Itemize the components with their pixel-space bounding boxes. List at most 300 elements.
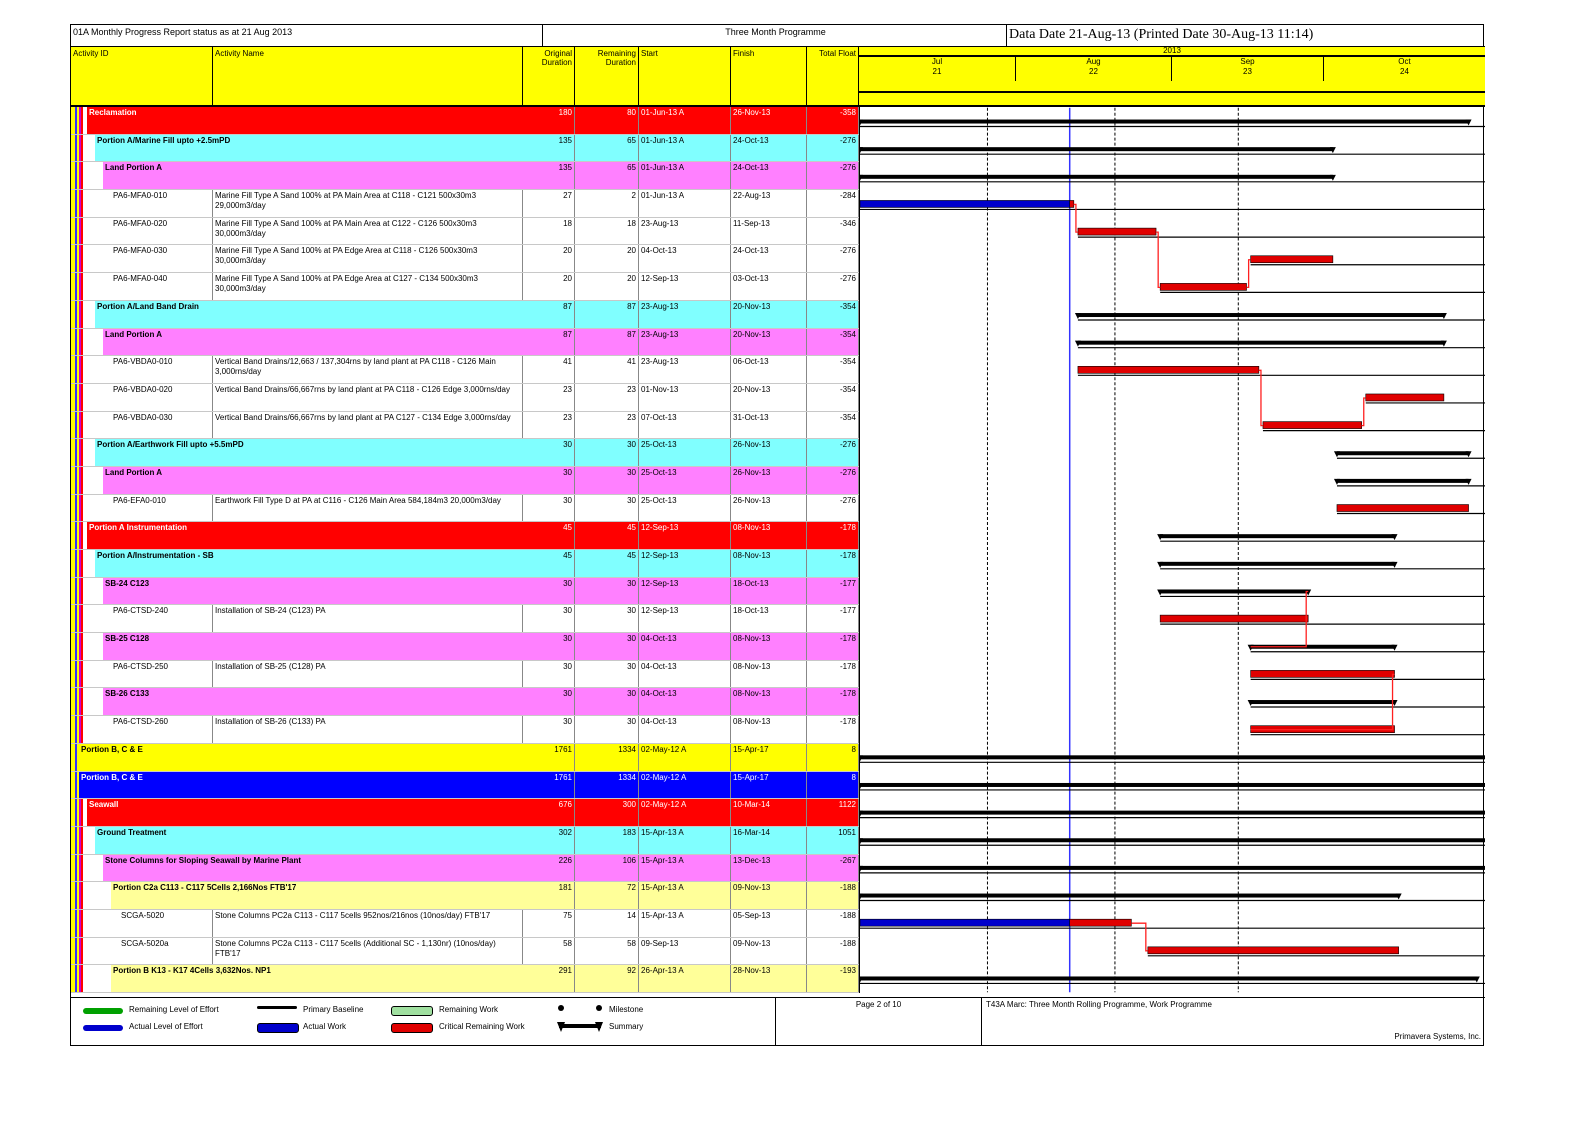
cell-rem: 23 — [575, 384, 639, 411]
legend-milestone-icon — [557, 1002, 605, 1038]
cell-float: -276 — [807, 135, 859, 162]
summary-bar — [1337, 451, 1469, 455]
wbs-summary-row[interactable] — [71, 135, 859, 163]
wbs-summary-row[interactable] — [71, 162, 859, 190]
wbs-summary-row[interactable] — [71, 550, 859, 578]
activity-row[interactable] — [71, 661, 859, 689]
wbs-indent-gutter — [71, 107, 87, 134]
cell-float: -177 — [807, 578, 859, 605]
cell-id: PA6-MFA0-030 — [111, 245, 213, 272]
cell-finish: 09-Nov-13 — [731, 882, 807, 909]
cell-rem: 30 — [575, 661, 639, 688]
wbs-indent-gutter — [71, 384, 111, 411]
month-label: Oct — [1398, 57, 1411, 66]
cell-finish: 09-Nov-13 — [731, 938, 807, 965]
cell-orig: 1761 — [523, 772, 575, 799]
cell-float: -188 — [807, 882, 859, 909]
timeline-month — [1324, 57, 1485, 81]
wbs-summary-row[interactable] — [71, 439, 859, 467]
actual-work-bar — [860, 919, 1070, 926]
summary-bar — [1160, 562, 1394, 566]
col-header-start[interactable]: Start — [639, 47, 731, 105]
cell-id: Reclamation — [87, 107, 523, 134]
cell-float: -188 — [807, 910, 859, 937]
cell-rem: 300 — [575, 799, 639, 826]
wbs-indent-gutter — [71, 744, 79, 771]
cell-rem: 45 — [575, 522, 639, 549]
wbs-indent-gutter — [71, 633, 103, 660]
wbs-summary-row[interactable] — [71, 578, 859, 606]
cell-orig: 41 — [523, 356, 575, 383]
timeline-month — [1172, 57, 1324, 81]
legend-swatch — [257, 1006, 297, 1009]
cell-finish: 22-Aug-13 — [731, 190, 807, 217]
wbs-indent-gutter — [71, 162, 103, 189]
cell-start: 04-Oct-13 — [639, 633, 731, 660]
summary-bar — [1078, 341, 1444, 345]
legend-swatch — [83, 1025, 123, 1031]
cell-finish: 20-Nov-13 — [731, 301, 807, 328]
cell-start: 15-Apr-13 A — [639, 882, 731, 909]
cell-finish: 24-Oct-13 — [731, 162, 807, 189]
week-label: 23 — [1243, 67, 1252, 76]
cell-float: -193 — [807, 965, 859, 992]
cell-finish: 11-Sep-13 — [731, 218, 807, 245]
wbs-summary-row[interactable] — [71, 882, 859, 910]
cell-name: Earthwork Fill Type D at PA at C116 - C126 Main Area 584,184m3 20,000m3/day — [213, 495, 523, 522]
actual-work-bar — [860, 200, 1070, 207]
activity-row[interactable] — [71, 716, 859, 744]
legend-swatch — [391, 1006, 433, 1016]
cell-float: -177 — [807, 605, 859, 632]
critical-remaining-bar — [1251, 670, 1395, 677]
col-header-original-duration[interactable]: Original Duration — [523, 47, 575, 105]
cell-start: 04-Oct-13 — [639, 245, 731, 272]
wbs-indent-gutter — [71, 910, 119, 937]
activity-row[interactable] — [71, 412, 859, 440]
cell-start: 26-Apr-13 A — [639, 965, 731, 992]
activity-row[interactable] — [71, 910, 859, 938]
cell-id: SB-26 C133 — [103, 688, 523, 715]
timeline-month — [859, 57, 1016, 81]
cell-float: -276 — [807, 162, 859, 189]
cell-id: PA6-EFA0-010 — [111, 495, 213, 522]
cell-start: 12-Sep-13 — [639, 550, 731, 577]
cell-rem: 20 — [575, 273, 639, 300]
wbs-summary-row[interactable] — [71, 688, 859, 716]
cell-id: PA6-MFA0-020 — [111, 218, 213, 245]
summary-bar — [860, 894, 1399, 898]
cell-name: Installation of SB-26 (C133) PA — [213, 716, 523, 743]
cell-rem: 30 — [575, 605, 639, 632]
cell-name: Stone Columns PC2a C113 - C117 5cells 952nos/216nos (10nos/day) FTB'17 — [213, 910, 523, 937]
critical-remaining-bar — [1070, 919, 1132, 926]
cell-start: 25-Oct-13 — [639, 495, 731, 522]
cell-rem: 41 — [575, 356, 639, 383]
cell-orig: 676 — [523, 799, 575, 826]
logic-tie-line — [1247, 260, 1251, 288]
summary-bar — [860, 783, 1485, 787]
activity-row[interactable] — [71, 245, 859, 273]
cell-id: Portion A/Instrumentation - SB — [95, 550, 523, 577]
summary-bar — [860, 175, 1333, 179]
vendor-name: Primavera Systems, Inc. — [1394, 1032, 1481, 1041]
column-header-band — [71, 47, 1485, 107]
legend-label: Milestone — [609, 1005, 644, 1014]
cell-rem: 183 — [575, 827, 639, 854]
wbs-indent-gutter — [71, 135, 95, 162]
cell-name: Installation of SB-24 (C123) PA — [213, 605, 523, 632]
cell-start: 01-Jun-13 A — [639, 135, 731, 162]
activity-row[interactable] — [71, 218, 859, 246]
summary-bar — [1160, 534, 1394, 538]
milestone-dot-icon — [558, 1005, 564, 1011]
cell-finish: 08-Nov-13 — [731, 716, 807, 743]
cell-finish: 08-Nov-13 — [731, 522, 807, 549]
wbs-indent-gutter — [71, 356, 111, 383]
legend-label: Remaining Level of Effort — [129, 1005, 219, 1014]
cell-rem: 92 — [575, 965, 639, 992]
wbs-indent-gutter — [71, 772, 79, 799]
cell-start: 04-Oct-13 — [639, 716, 731, 743]
activity-row[interactable] — [71, 356, 859, 384]
wbs-indent-gutter — [71, 329, 103, 356]
cell-start: 01-Jun-13 A — [639, 190, 731, 217]
critical-remaining-bar — [1148, 947, 1399, 954]
wbs-summary-row[interactable] — [71, 467, 859, 495]
col-header-remaining-duration[interactable]: Remaining Duration — [575, 47, 639, 105]
cell-float: -276 — [807, 439, 859, 466]
cell-orig: 30 — [523, 633, 575, 660]
cell-rem: 30 — [575, 716, 639, 743]
col-header-finish[interactable]: Finish — [731, 47, 807, 105]
cell-finish: 26-Nov-13 — [731, 439, 807, 466]
cell-float: -178 — [807, 522, 859, 549]
cell-start: 01-Jun-13 A — [639, 107, 731, 134]
cell-start: 23-Aug-13 — [639, 329, 731, 356]
summary-bar — [860, 866, 1485, 870]
cell-id: SCGA-5020 — [119, 910, 213, 937]
critical-remaining-bar — [1263, 422, 1362, 429]
cell-id: PA6-CTSD-260 — [111, 716, 213, 743]
report-title-strip — [71, 25, 1485, 47]
cell-start: 02-May-12 A — [639, 772, 731, 799]
report-subtitle: 01A Monthly Progress Report status as at 21 Aug 2013 — [71, 25, 543, 46]
cell-rem: 18 — [575, 218, 639, 245]
cell-rem: 65 — [575, 162, 639, 189]
logic-tie-line — [1259, 370, 1263, 425]
cell-float: -276 — [807, 467, 859, 494]
legend-swatch — [83, 1008, 123, 1014]
cell-finish: 18-Oct-13 — [731, 605, 807, 632]
cell-float: -276 — [807, 245, 859, 272]
summary-bar — [860, 120, 1469, 124]
critical-remaining-bar — [1160, 615, 1308, 622]
layout-info-box — [981, 998, 1485, 1045]
wbs-indent-gutter — [71, 716, 111, 743]
cell-id: Land Portion A — [103, 162, 523, 189]
critical-remaining-bar — [1078, 228, 1156, 235]
summary-bar — [1337, 479, 1469, 483]
cell-id: SB-25 C128 — [103, 633, 523, 660]
cell-name: Vertical Band Drains/66,667rns by land plant at PA C118 - C126 Edge 3,000rns/day — [213, 384, 523, 411]
cell-rem: 87 — [575, 301, 639, 328]
cell-finish: 08-Nov-13 — [731, 550, 807, 577]
cell-orig: 30 — [523, 605, 575, 632]
cell-start: 02-May-12 A — [639, 744, 731, 771]
layout-name: T43A Marc: Three Month Rolling Programme, Work Programme — [986, 1000, 1213, 1009]
cell-orig: 45 — [523, 522, 575, 549]
cell-finish: 06-Oct-13 — [731, 356, 807, 383]
legend-label: Remaining Work — [439, 1005, 498, 1014]
cell-id: PA6-CTSD-240 — [111, 605, 213, 632]
col-header-activity-id[interactable]: Activity ID — [71, 47, 213, 105]
cell-name: Vertical Band Drains/12,663 / 137,304rns by land plant at PA C118 - C126 Main 3,000rns/day — [213, 356, 523, 383]
cell-id: Portion A Instrumentation — [87, 522, 523, 549]
cell-id: PA6-VBDA0-030 — [111, 412, 213, 439]
wbs-summary-row[interactable] — [71, 965, 859, 993]
cell-finish: 20-Nov-13 — [731, 329, 807, 356]
critical-remaining-bar — [1337, 505, 1469, 512]
cell-rem: 30 — [575, 633, 639, 660]
wbs-indent-gutter — [71, 827, 95, 854]
cell-float: -354 — [807, 356, 859, 383]
cell-float: -276 — [807, 495, 859, 522]
logic-tie-line — [1074, 204, 1078, 232]
activity-row[interactable] — [71, 938, 859, 966]
cell-id: PA6-MFA0-010 — [111, 190, 213, 217]
cell-rem: 14 — [575, 910, 639, 937]
cell-orig: 20 — [523, 273, 575, 300]
cell-start: 04-Oct-13 — [639, 661, 731, 688]
cell-orig: 30 — [523, 688, 575, 715]
cell-finish: 28-Nov-13 — [731, 965, 807, 992]
cell-rem: 65 — [575, 135, 639, 162]
cell-id: PA6-VBDA0-020 — [111, 384, 213, 411]
wbs-summary-row[interactable] — [71, 633, 859, 661]
legend-swatch — [257, 1023, 299, 1033]
cell-float: 1122 — [807, 799, 859, 826]
wbs-indent-gutter — [71, 688, 103, 715]
cell-start: 15-Apr-13 A — [639, 855, 731, 882]
activity-row[interactable] — [71, 190, 859, 218]
cell-rem: 106 — [575, 855, 639, 882]
cell-id: Seawall — [87, 799, 523, 826]
wbs-indent-gutter — [71, 245, 111, 272]
page-number: Page 2 of 10 — [855, 1000, 902, 1009]
wbs-summary-row[interactable] — [71, 855, 859, 883]
cell-float: -267 — [807, 855, 859, 882]
month-label: Aug — [1086, 57, 1101, 66]
page-number-box — [775, 998, 981, 1045]
cell-float: -354 — [807, 329, 859, 356]
cell-id: Portion B, C & E — [79, 744, 523, 771]
cell-id: Portion A/Earthwork Fill upto +5.5mPD — [95, 439, 523, 466]
cell-name: Marine Fill Type A Sand 100% at PA Main Area at C122 - C126 500x30m3 30,000m3/day — [213, 218, 523, 245]
cell-id: Land Portion A — [103, 467, 523, 494]
activity-table — [71, 107, 859, 993]
cell-id: PA6-MFA0-040 — [111, 273, 213, 300]
cell-float: -188 — [807, 938, 859, 965]
cell-finish: 24-Oct-13 — [731, 245, 807, 272]
legend-label: Primary Baseline — [303, 1005, 364, 1014]
cell-orig: 58 — [523, 938, 575, 965]
activity-row[interactable] — [71, 495, 859, 523]
cell-finish: 08-Nov-13 — [731, 661, 807, 688]
cell-id: Portion A/Land Band Drain — [95, 301, 523, 328]
cell-rem: 30 — [575, 578, 639, 605]
wbs-summary-row[interactable] — [71, 827, 859, 855]
week-label: 21 — [932, 67, 942, 76]
cell-float: -178 — [807, 661, 859, 688]
cell-float: -276 — [807, 273, 859, 300]
timeline-divider — [859, 81, 1485, 93]
wbs-indent-gutter — [71, 882, 111, 909]
cell-finish: 16-Mar-14 — [731, 827, 807, 854]
wbs-indent-gutter — [71, 522, 87, 549]
wbs-indent-gutter — [71, 550, 95, 577]
cell-rem: 45 — [575, 550, 639, 577]
cell-start: 12-Sep-13 — [639, 605, 731, 632]
cell-finish: 15-Apr-17 — [731, 772, 807, 799]
legend-label: Critical Remaining Work — [439, 1022, 525, 1031]
critical-remaining-bar — [1366, 394, 1444, 401]
cell-rem: 23 — [575, 412, 639, 439]
wbs-indent-gutter — [71, 495, 111, 522]
cell-finish: 31-Oct-13 — [731, 412, 807, 439]
cell-orig: 135 — [523, 162, 575, 189]
summary-bar-icon — [559, 1024, 601, 1028]
wbs-summary-row[interactable] — [71, 107, 859, 135]
wbs-indent-gutter — [71, 605, 111, 632]
activity-row[interactable] — [71, 605, 859, 633]
wbs-indent-gutter — [71, 439, 95, 466]
cell-orig: 75 — [523, 910, 575, 937]
logic-tie-line — [1156, 232, 1160, 287]
timeline-month — [1016, 57, 1172, 81]
logic-tie-line — [1131, 923, 1147, 951]
cell-orig: 30 — [523, 716, 575, 743]
cell-name: Stone Columns PC2a C113 - C117 5cells (Additional SC - 1,130nr) (10nos/day) FTB'17 — [213, 938, 523, 965]
cell-rem: 30 — [575, 688, 639, 715]
cell-float: -354 — [807, 384, 859, 411]
cell-float: -178 — [807, 633, 859, 660]
summary-bar — [860, 838, 1485, 842]
wbs-summary-row[interactable] — [71, 744, 859, 772]
summary-bar — [1251, 700, 1395, 704]
critical-remaining-bar — [1160, 283, 1246, 290]
wbs-summary-row[interactable] — [71, 329, 859, 357]
cell-start: 01-Jun-13 A — [639, 162, 731, 189]
cell-orig: 30 — [523, 467, 575, 494]
report-programme-title: Three Month Programme — [543, 25, 1007, 46]
cell-id: PA6-CTSD-250 — [111, 661, 213, 688]
legend-label: Actual Level of Effort — [129, 1022, 203, 1031]
activity-row[interactable] — [71, 273, 859, 301]
cell-name: Marine Fill Type A Sand 100% at PA Edge Area at C127 - C134 500x30m3 30,000m3/day — [213, 273, 523, 300]
cell-orig: 87 — [523, 329, 575, 356]
cell-id: SB-24 C123 — [103, 578, 523, 605]
summary-bar — [860, 976, 1477, 980]
week-label: 24 — [1400, 67, 1409, 76]
cell-orig: 23 — [523, 412, 575, 439]
cell-orig: 18 — [523, 218, 575, 245]
summary-bar — [860, 147, 1333, 151]
summary-bar — [1078, 313, 1444, 317]
cell-start: 23-Aug-13 — [639, 218, 731, 245]
cell-start: 25-Oct-13 — [639, 467, 731, 494]
cell-orig: 87 — [523, 301, 575, 328]
cell-rem: 20 — [575, 245, 639, 272]
cell-finish: 26-Nov-13 — [731, 107, 807, 134]
cell-float: -178 — [807, 716, 859, 743]
cell-orig: 30 — [523, 578, 575, 605]
cell-finish: 08-Nov-13 — [731, 633, 807, 660]
cell-orig: 302 — [523, 827, 575, 854]
cell-id: Portion B, C & E — [79, 772, 523, 799]
cell-orig: 23 — [523, 384, 575, 411]
cell-float: -178 — [807, 550, 859, 577]
cell-orig: 27 — [523, 190, 575, 217]
gantt-chart-area — [859, 107, 1485, 993]
cell-finish: 13-Dec-13 — [731, 855, 807, 882]
summary-bar — [860, 811, 1485, 815]
cell-id: Portion A/Marine Fill upto +2.5mPD — [95, 135, 523, 162]
cell-id: PA6-VBDA0-010 — [111, 356, 213, 383]
cell-start: 01-Nov-13 — [639, 384, 731, 411]
cell-finish: 24-Oct-13 — [731, 135, 807, 162]
cell-float: -284 — [807, 190, 859, 217]
month-label: Sep — [1240, 57, 1255, 66]
cell-float: -358 — [807, 107, 859, 134]
wbs-summary-row[interactable] — [71, 301, 859, 329]
week-label: 22 — [1089, 67, 1098, 76]
cell-start: 12-Sep-13 — [639, 522, 731, 549]
activity-row[interactable] — [71, 384, 859, 412]
col-header-total-float[interactable]: Total Float — [807, 47, 859, 105]
wbs-indent-gutter — [71, 965, 111, 992]
cell-orig: 1761 — [523, 744, 575, 771]
cell-finish: 15-Apr-17 — [731, 744, 807, 771]
wbs-summary-row[interactable] — [71, 772, 859, 800]
cell-finish: 05-Sep-13 — [731, 910, 807, 937]
cell-name: Installation of SB-25 (C128) PA — [213, 661, 523, 688]
cell-name: Marine Fill Type A Sand 100% at PA Main Area at C118 - C121 500x30m3 29,000m3/day — [213, 190, 523, 217]
wbs-indent-gutter — [71, 938, 119, 965]
cell-rem: 72 — [575, 882, 639, 909]
cell-float: 1051 — [807, 827, 859, 854]
wbs-summary-row[interactable] — [71, 522, 859, 550]
cell-start: 15-Apr-13 A — [639, 827, 731, 854]
cell-finish: 18-Oct-13 — [731, 578, 807, 605]
summary-bar — [1160, 589, 1308, 593]
summary-bar — [860, 755, 1485, 759]
col-header-activity-name[interactable]: Activity Name — [213, 47, 523, 105]
cell-finish: 26-Nov-13 — [731, 467, 807, 494]
cell-rem: 30 — [575, 495, 639, 522]
wbs-indent-gutter — [71, 855, 103, 882]
cell-name: Vertical Band Drains/66,667rns by land plant at PA C127 - C134 Edge 3,000rns/day — [213, 412, 523, 439]
cell-rem: 1334 — [575, 772, 639, 799]
timeline-year: 2013 — [859, 47, 1485, 57]
critical-remaining-bar — [1070, 200, 1074, 207]
cell-orig: 181 — [523, 882, 575, 909]
wbs-indent-gutter — [71, 578, 103, 605]
cell-orig: 30 — [523, 661, 575, 688]
wbs-summary-row[interactable] — [71, 799, 859, 827]
wbs-indent-gutter — [71, 799, 87, 826]
cell-orig: 30 — [523, 439, 575, 466]
